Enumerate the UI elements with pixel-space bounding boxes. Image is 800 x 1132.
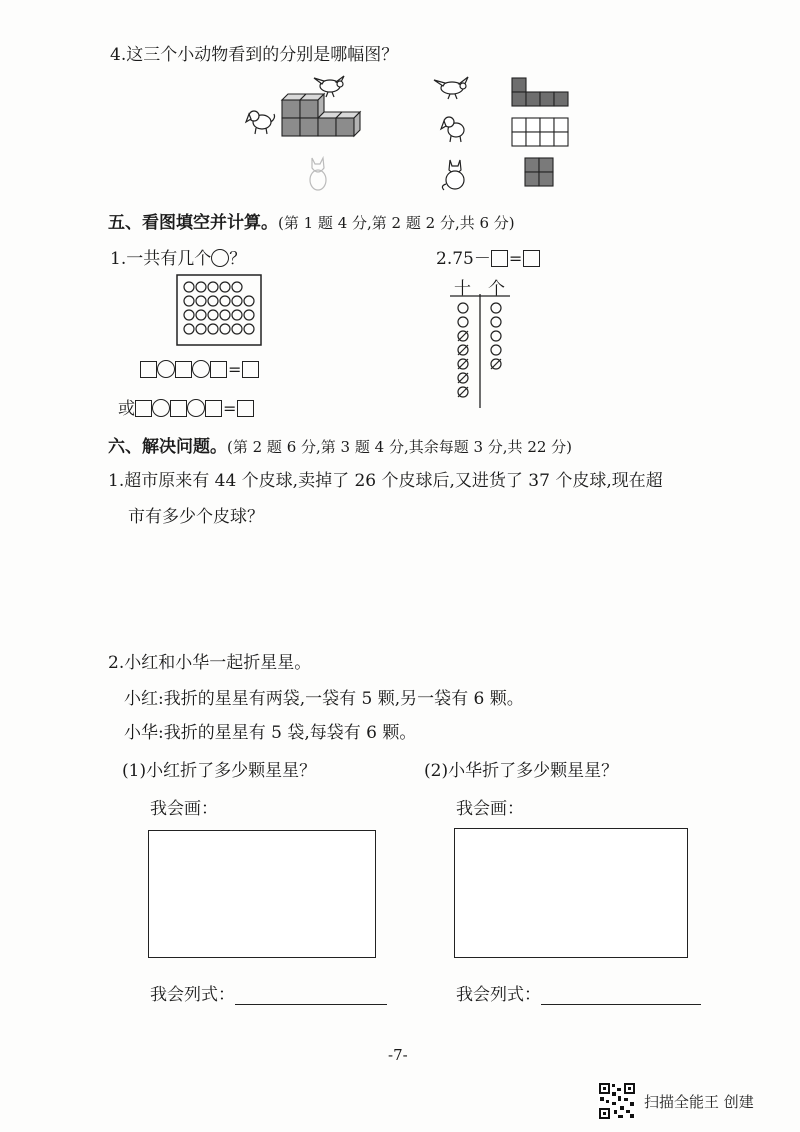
dog-icon bbox=[441, 117, 464, 142]
cat-icon bbox=[310, 158, 326, 190]
section6-title: 六、解决问题。 bbox=[108, 437, 227, 457]
cube-structure-figure bbox=[240, 72, 380, 197]
s5-q2-question: 2.75－ = bbox=[436, 244, 540, 269]
s6-q1-line1: 1.超市原来有 44 个皮球,卖掉了 26 个皮球后,又进货了 37 个皮球,现在超 bbox=[108, 471, 663, 491]
answer-box[interactable] bbox=[242, 361, 259, 378]
s6-q2-line2: 小华:我折的星星有 5 袋,每袋有 6 颗。 bbox=[124, 723, 417, 743]
s5-q1-formula-row-1: = bbox=[140, 360, 259, 380]
operator-circle[interactable] bbox=[157, 360, 175, 378]
draw-label-left: 我会画： bbox=[150, 799, 218, 819]
tens-label: 十 bbox=[454, 279, 471, 299]
formula-row-left bbox=[150, 980, 387, 1005]
formula-label-left: 我会列式： bbox=[150, 985, 235, 1005]
answer-box[interactable] bbox=[523, 250, 540, 267]
page-number: -7- bbox=[388, 1046, 408, 1064]
formula-answer-line-right[interactable] bbox=[541, 988, 701, 1005]
formula-row-right bbox=[456, 980, 701, 1005]
operator-circle[interactable] bbox=[187, 399, 205, 417]
cat-icon bbox=[442, 160, 464, 190]
answer-box[interactable] bbox=[491, 250, 508, 267]
answer-box[interactable] bbox=[135, 400, 152, 417]
answer-box[interactable] bbox=[205, 400, 222, 417]
s5-q1-question bbox=[110, 244, 246, 269]
answer-box[interactable] bbox=[140, 361, 157, 378]
operator-circle[interactable] bbox=[192, 360, 210, 378]
q4-title: 4.这三个小动物看到的分别是哪幅图？ bbox=[110, 45, 399, 65]
bird-icon bbox=[434, 77, 468, 99]
s6-q2-sub2: (2)小华折了多少颗星星？ bbox=[424, 761, 619, 781]
section6-points: (第 2 题 6 分,第 3 题 4 分,其余每题 3 分,共 22 分) bbox=[227, 438, 573, 456]
view-options bbox=[508, 74, 572, 192]
draw-label-right: 我会画： bbox=[456, 799, 524, 819]
ones-label: 个 bbox=[488, 279, 505, 299]
drawing-area-left[interactable] bbox=[148, 830, 376, 958]
s5-q1-label: 1.一共有几个 bbox=[110, 249, 212, 269]
scanner-watermark: 扫描全能王 创建 bbox=[644, 1093, 754, 1111]
section6-heading bbox=[108, 432, 572, 457]
answer-box[interactable] bbox=[210, 361, 227, 378]
formula-answer-line-left[interactable] bbox=[235, 988, 387, 1005]
circles-figure bbox=[176, 274, 262, 346]
section5-heading bbox=[108, 208, 515, 233]
formula-label-right: 我会列式： bbox=[456, 985, 541, 1005]
circle-symbol bbox=[211, 249, 229, 267]
place-value-chart bbox=[448, 294, 512, 410]
s5-q2-label: 2.75－ bbox=[436, 249, 491, 269]
answer-box[interactable] bbox=[170, 400, 187, 417]
section5-title: 五、看图填空并计算。 bbox=[108, 213, 278, 233]
dog-icon bbox=[246, 111, 275, 134]
section5-points: (第 1 题 4 分,第 2 题 2 分,共 6 分) bbox=[278, 214, 515, 232]
answer-box[interactable] bbox=[175, 361, 192, 378]
s5-q1-formula-row-2: 或 = bbox=[118, 394, 254, 419]
qr-code-icon bbox=[598, 1082, 636, 1120]
s6-q1-line2: 市有多少个皮球？ bbox=[128, 507, 264, 527]
s6-q2-title: 2.小红和小华一起折星星。 bbox=[108, 653, 312, 673]
s5-q1-suffix: ？ bbox=[229, 249, 247, 269]
s6-q2-line1: 小红:我折的星星有两袋,一袋有 5 颗,另一袋有 6 颗。 bbox=[124, 689, 524, 709]
s6-q2-sub1: (1)小红折了多少颗星星？ bbox=[122, 761, 317, 781]
or-label: 或 bbox=[118, 399, 135, 419]
operator-circle[interactable] bbox=[152, 399, 170, 417]
animal-column bbox=[428, 72, 488, 197]
answer-box[interactable] bbox=[237, 400, 254, 417]
drawing-area-right[interactable] bbox=[454, 828, 688, 958]
